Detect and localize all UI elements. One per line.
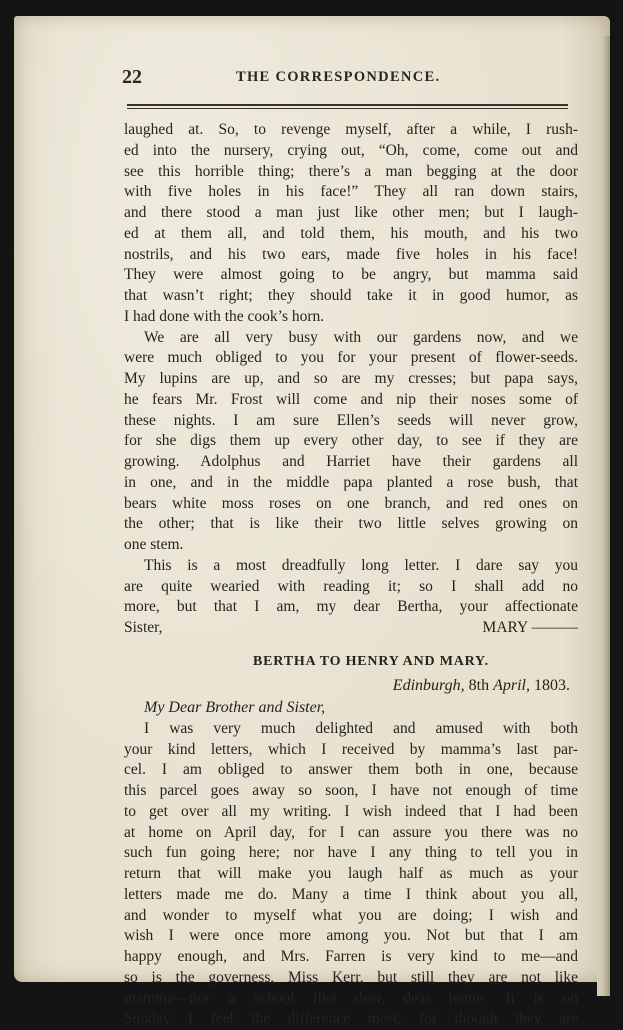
text-line: happy enough, and Mrs. Farren is very kind to me—and — [124, 948, 578, 965]
running-head — [122, 66, 567, 94]
text-line: ed into the nursery, crying out, “Oh, come, come out and — [124, 141, 578, 159]
text-line: at home on April day, for I can assure you there was no — [124, 823, 578, 841]
page-body — [124, 120, 578, 1030]
text-line: that wasn’t right; they should take it in good humor, as — [124, 287, 578, 304]
text-line: and there stood a man just like other men; but I laugh- — [124, 204, 578, 221]
text-line: wish I were once more among you. Not but that I am — [124, 927, 578, 945]
text-line: ed at them all, and told them, his mouth, and his two — [124, 224, 578, 242]
text-line: bears white moss roses on one branch, and red ones on — [124, 494, 578, 512]
text-line: in one, and in the middle papa planted a rose bush, that — [124, 473, 578, 491]
text-line: growing. Adolphus and Harriet have their gardens all — [124, 453, 578, 470]
text-line: the other; that is like their two little selves growing on — [124, 515, 578, 533]
text-line: he fears Mr. Frost will come and nip their noses some of — [124, 390, 578, 408]
text-line: are quite wearied with reading it; so I shall add no — [124, 577, 578, 595]
text-line: I had done with the cook’s horn. — [124, 307, 325, 325]
text-line: My lupins are up, and so are my cresses; but papa says, — [124, 370, 578, 387]
text-line: to get over all my writing. I wish indeed that I had been — [124, 802, 578, 820]
header-rule — [127, 104, 568, 109]
text-line: nostrils, and his two ears, made five holes in his face! — [124, 245, 578, 263]
dateline-day: 8th — [468, 676, 490, 694]
text-line: laughed at. So, to revenge myself, after a while, I rush- — [124, 121, 578, 138]
text-line: I was very much delighted and amused with both — [144, 719, 578, 737]
text-line: mamma—nor a school like dear, dear home. It is on — [124, 989, 578, 1007]
dateline-year: 1803. — [534, 676, 570, 694]
text-line: Sunday I feel the difference most, for though they are — [124, 1010, 578, 1028]
text-line: these nights. I am sure Ellen’s seeds will never grow, — [124, 411, 578, 429]
letter-heading: BERTHA TO HENRY AND MARY. — [253, 653, 489, 669]
text-line: for she digs them up every other day, to see if they are — [124, 432, 578, 450]
dateline-place: Edinburgh, — [392, 676, 465, 694]
text-line: this parcel goes away so soon, I have not enough of time — [124, 782, 578, 799]
closing-word: Sister, — [124, 619, 163, 636]
text-line: more, but that I am, my dear Bertha, your affectionate — [124, 598, 578, 616]
text-line: with five holes in his face!” They all ran down stairs, — [124, 183, 578, 201]
dateline — [124, 675, 578, 697]
text-line: so is the governess, Miss Kerr, but still they are not like — [124, 968, 578, 986]
text-line: see this horrible thing; there’s a man begging at the door — [124, 162, 578, 180]
text-line: We are all very busy with our gardens now, and we — [144, 328, 578, 346]
text-line: such fun going here; nor have I any thing to tell you in — [124, 844, 578, 862]
text-line: letters made me do. Many a time I think about you all, — [124, 885, 578, 903]
text-line: cel. I am obliged to answer them both in one, because — [124, 761, 578, 779]
text-line: This is a most dreadfully long letter. I dare say you — [144, 556, 578, 574]
signature: MARY ——— — [482, 619, 578, 636]
text-line: They were almost going to be angry, but mamma said — [124, 266, 578, 284]
text-line: your kind letters, which I received by mamma’s last par- — [124, 740, 578, 758]
text-line: and wonder to myself what you are doing; I wish and — [124, 906, 578, 924]
page-number: 22 — [122, 66, 142, 88]
running-title: THE CORRESPONDENCE. — [236, 69, 441, 85]
page-edge — [597, 36, 610, 996]
salutation: My Dear Brother and Sister, — [144, 698, 326, 716]
text-line: one stem. — [124, 536, 184, 553]
dateline-month: April, — [493, 676, 530, 694]
signature-line — [124, 618, 578, 639]
text-line: were much obliged to you for your present of flower-seeds. — [124, 349, 578, 367]
text-line: return that will make you laugh half as much as your — [124, 865, 578, 882]
